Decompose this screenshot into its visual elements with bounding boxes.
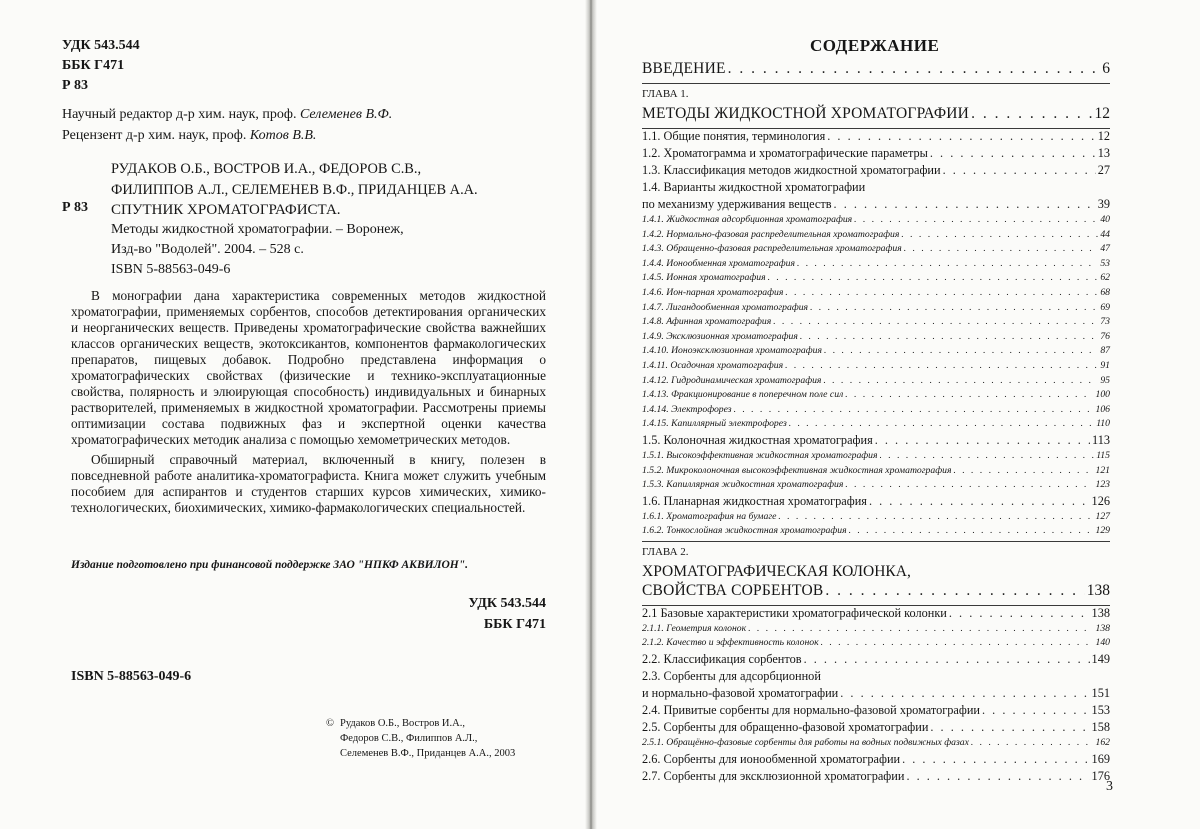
toc-entry-page: 76: [1100, 330, 1110, 342]
toc-entry-page: 138: [1095, 622, 1110, 634]
toc-row-subsection: [642, 418, 1110, 433]
toc-entry-page: 95: [1100, 374, 1110, 386]
toc-entry-page: 62: [1100, 272, 1110, 284]
toc-entry-page: 121: [1095, 464, 1110, 476]
toc-entry-title: 1.5.3. Капиллярная жидкостная хроматография: [642, 479, 844, 491]
toc-entry-title: и нормально-фазовой хроматографии: [642, 686, 839, 701]
toc-row-2-1: [642, 606, 1110, 623]
toc-entry-title: 1.4.12. Гидродинамическая хроматография: [642, 374, 822, 386]
toc-row-2-4: [642, 703, 1110, 720]
editor-line: [62, 104, 392, 125]
toc-entry-title: 1.4.10. Ионоэксклюзионная хроматография: [642, 345, 822, 357]
author-code-bold: Р 83: [62, 200, 89, 215]
toc-row-subsection: [642, 511, 1110, 526]
editor-name: Селеменев В.Ф.: [299, 107, 393, 122]
book-info: [111, 200, 404, 280]
bbk-code-bottom: ББК Г471: [483, 617, 546, 632]
toc-entry-page: 69: [1100, 301, 1110, 313]
toc-entry-title: 1.4.14. Электрофорез: [642, 403, 732, 415]
toc-entry-page: 115: [1096, 449, 1110, 461]
toc-entry-page: 27: [1097, 163, 1110, 177]
book-subtitle: Методы жидкостной хроматографии. – Воронеж,: [111, 222, 404, 237]
toc-row-subsection: [642, 623, 1110, 638]
toc-row-1-4-line1: 1.4. Варианты жидкостной хроматографии: [642, 180, 866, 194]
toc-row-section: [642, 146, 1110, 163]
toc-row-subsection: [642, 479, 1110, 494]
table-of-contents: [642, 60, 1110, 786]
toc-entry-page: 100: [1095, 389, 1110, 401]
copyright-line-2: Федоров С.В., Филиппов А.Л.,: [340, 733, 478, 744]
toc-entry-title: 2.1.2. Качество и эффективность колонок: [642, 637, 819, 649]
toc-entry-page: 169: [1091, 751, 1110, 766]
toc-entry-page: 140: [1095, 637, 1110, 649]
toc-entry-title: 1.4.4. Ионообменная хроматография: [642, 257, 795, 269]
editor-prefix: Научный редактор д-р хим. наук, проф.: [62, 107, 297, 122]
right-page: [594, 0, 1200, 829]
isbn: ISBN 5-88563-049-6: [111, 262, 231, 277]
toc-entry-page: 149: [1091, 652, 1110, 667]
toc-entry-title: 2.6. Сорбенты для ионообменной хроматографии: [642, 751, 901, 766]
toc-row-subsection: [642, 637, 1110, 652]
toc-entry-page: 6: [1102, 60, 1110, 77]
copyright-symbol: ©: [326, 718, 334, 729]
toc-entry-title: 1.4.2. Нормально-фазовая распределительная хроматография: [642, 228, 900, 240]
abstract-paragraph-2: Обширный справочный материал, включенный в книгу, полезен в повседневной работе аналитика-хроматографиста. Книга может служить учебным пособием для аспирантов и студентов старших курсов химических, химико-технологических, биохимических, химико-фармакологических специальностей.: [71, 452, 546, 515]
abstract: [71, 288, 546, 516]
reviewer-prefix: Рецензент д-р хим. наук, проф.: [62, 128, 247, 143]
chapter-2-line1: ХРОМАТОГРАФИЧЕСКАЯ КОЛОНКА,: [642, 562, 911, 580]
chapter-1-label: ГЛАВА 1.: [642, 88, 689, 100]
toc-row-subsection: [642, 243, 1110, 258]
toc-row-subsection: [642, 331, 1110, 346]
toc-entry-page: 87: [1100, 345, 1110, 357]
authors-line-1: РУДАКОВ О.Б., ВОСТРОВ И.А., ФЕДОРОВ С.В.,: [111, 161, 422, 177]
toc-entry-title: 1.4.11. Осадочная хроматография: [642, 359, 784, 371]
toc-entry-title: 1.4.5. Ионная хроматография: [642, 272, 766, 284]
editors-block: [62, 104, 392, 146]
toc-entry-title: 2.2. Классификация сорбентов: [642, 652, 802, 667]
toc-entry-title: 1.5.2. Микроколоночная высокоэффективная жидкостная хроматография: [642, 464, 952, 476]
funding-note: Издание подготовлено при финансовой поддержке ЗАО "НПКФ АКВИЛОН".: [71, 559, 468, 571]
toc-row-subsection: [642, 404, 1110, 419]
toc-row-2-3-line1: 2.3. Сорбенты для адсорбционной: [642, 669, 821, 684]
copyright-block: [326, 716, 516, 761]
author-code: Р 83: [62, 78, 89, 93]
toc-row-intro: [642, 60, 1110, 82]
toc-entry-page: 151: [1091, 686, 1110, 701]
toc-row-subsection: [642, 737, 1110, 752]
toc-row-2-7: [642, 769, 1110, 786]
reviewer-name: Котов В.В.: [249, 128, 317, 143]
toc-entry-title: 1.5.1. Высокоэффективная жидкостная хроматография: [642, 449, 878, 461]
toc-entry-title: 1.4.6. Ион-парная хроматография: [642, 286, 784, 298]
toc-row-1-4: [642, 197, 1110, 214]
classification-codes-bottom: [450, 593, 546, 635]
toc-row-subsection: [642, 258, 1110, 273]
toc-row-section: [642, 129, 1110, 146]
toc-row-subsection: [642, 287, 1110, 302]
toc-entry-title: 1.5. Колоночная жидкостная хроматография: [642, 432, 873, 447]
toc-row-chapter-1: [642, 105, 1110, 127]
toc-entry-page: 39: [1097, 197, 1110, 211]
toc-entry-title: 1.1. Общие понятия, терминология: [642, 129, 826, 143]
toc-entry-title: 1.4.9. Эксклюзионная хроматография: [642, 330, 798, 342]
toc-entry-title: 1.3. Классификация методов жидкостной хроматографии: [642, 163, 941, 177]
publisher: Изд-во "Водолей". 2004. – 528 с.: [111, 242, 304, 257]
toc-entry-page: 138: [1091, 605, 1110, 620]
isbn-bottom: ISBN 5-88563-049-6: [71, 669, 192, 684]
toc-entry-page: 176: [1091, 768, 1110, 783]
toc-row-2-3: [642, 686, 1110, 703]
toc-entry-title: 2.1 Базовые характеристики хроматографической колонки: [642, 605, 947, 620]
toc-row-subsection: [642, 389, 1110, 404]
toc-entry-title: 2.4. Привитые сорбенты для нормально-фазовой хроматографии: [642, 703, 981, 718]
chapter-2-label: ГЛАВА 2.: [642, 545, 689, 558]
toc-row-subsection: [642, 345, 1110, 360]
toc-entry-page: 44: [1100, 228, 1110, 240]
toc-entry-title: 2.1.1. Геометрия колонок: [642, 622, 747, 634]
toc-entry-page: 106: [1095, 403, 1110, 415]
toc-entry-title: по механизму удерживания веществ: [642, 197, 832, 211]
toc-entry-title: 1.4.3. Обращенно-фазовая распределительная хроматография: [642, 243, 902, 255]
toc-row-2-2: [642, 652, 1110, 669]
toc-entry-title: ВВЕДЕНИЕ: [642, 60, 726, 77]
toc-entry-title: 1.4.15. Капиллярный электрофорез: [642, 418, 787, 430]
toc-row-subsection: [642, 450, 1110, 465]
toc-row-1-5: [642, 433, 1110, 450]
toc-entry-page: 13: [1097, 146, 1110, 160]
toc-row-subsection: [642, 316, 1110, 331]
toc-entry-title: МЕТОДЫ ЖИДКОСТНОЙ ХРОМАТОГРАФИИ: [642, 105, 970, 122]
toc-row-subsection: [642, 360, 1110, 375]
toc-entry-title: 1.6.1. Хроматография на бумаге: [642, 510, 777, 522]
toc-entry-title: 1.4.7. Лигандообменная хроматография: [642, 301, 809, 313]
toc-row-subsection: [642, 465, 1110, 480]
classification-codes: [62, 36, 140, 96]
abstract-paragraph-1: В монографии дана характеристика современных методов жидкостной хроматографии, применяемых сорбентов, способов детектирования органических и неорганических веществ. Приведены хроматографические свойства важнейших классов органических веществ, экотоксикантов, компонентов фармакологических препаратов, пищевых добавок. Подробно представлена информация о хроматографических свойствах (физические и технико-эксплуатационные свойства, полярность и элюирующая способность) индивидуальных и бинарных растворителей, применяемых в жидкостной хроматографии. Рассмотрены приемы оптимизации состава подвижных фаз и экспертной оценки качества хроматографических методик анализа с помощью хемометрических методов.: [71, 288, 546, 447]
authors-block: [111, 159, 478, 201]
reviewer-line: [62, 125, 392, 146]
toc-row-subsection: [642, 214, 1110, 229]
toc-entry-page: 162: [1095, 737, 1110, 749]
toc-entry-page: 153: [1091, 703, 1110, 718]
book-title: СПУТНИК ХРОМАТОГРАФИСТА.: [111, 202, 341, 218]
udk-code-bottom: УДК 543.544: [468, 596, 546, 611]
toc-row-subsection: [642, 302, 1110, 317]
toc-entry-page: 40: [1100, 214, 1110, 225]
copyright-line-3: Селеменев В.Ф., Приданцев А.А., 2003: [340, 748, 516, 759]
toc-entry-page: 113: [1092, 432, 1110, 447]
toc-entry-page: 123: [1095, 479, 1110, 491]
toc-entry-title: 1.4.1. Жидкостная адсорбционная хроматография: [642, 214, 853, 225]
toc-entry-title: 2.5. Сорбенты для обращенно-фазовой хроматографии: [642, 720, 929, 735]
page-number: 3: [1106, 779, 1113, 794]
toc-entry-page: 138: [1086, 581, 1110, 599]
toc-title: СОДЕРЖАНИЕ: [810, 36, 940, 55]
toc-entry-title: 2.5.1. Обращённо-фазовые сорбенты для работы на водных подвижных фазах: [642, 737, 969, 749]
toc-entry-page: 91: [1100, 359, 1110, 371]
toc-row-2-6: [642, 752, 1110, 769]
toc-row-1-6: [642, 494, 1110, 511]
toc-row-section: [642, 163, 1110, 180]
toc-entry-title: СВОЙСТВА СОРБЕНТОВ: [642, 581, 824, 599]
toc-row-chapter-2: [642, 582, 1110, 604]
left-page: [0, 0, 587, 829]
toc-entry-page: 127: [1095, 510, 1110, 522]
toc-entry-title: 1.6.2. Тонкослойная жидкостная хроматография: [642, 525, 847, 537]
toc-row-subsection: [642, 375, 1110, 390]
toc-entry-page: 110: [1096, 418, 1110, 430]
toc-entry-title: 1.4.13. Фракционирование в поперечном поле сил: [642, 389, 844, 401]
toc-entry-title: 1.6. Планарная жидкостная хроматография: [642, 493, 867, 508]
toc-entry-title: 2.7. Сорбенты для эксклюзионной хроматографии: [642, 768, 905, 783]
toc-entry-page: 129: [1095, 525, 1110, 537]
toc-entry-page: 47: [1100, 243, 1110, 255]
toc-row-subsection: [642, 272, 1110, 287]
toc-entry-page: 158: [1091, 720, 1110, 735]
copyright-line-1: Рудаков О.Б., Востров И.А.,: [340, 718, 465, 729]
toc-entry-page: 12: [1097, 129, 1110, 143]
bbk-code: ББК Г471: [62, 58, 125, 73]
toc-entry-page: 53: [1100, 257, 1110, 269]
toc-entry-title: 1.2. Хроматограмма и хроматографические параметры: [642, 146, 928, 160]
toc-entry-page: 73: [1100, 316, 1110, 328]
toc-row-subsection: [642, 525, 1110, 540]
toc-entry-page: 68: [1100, 286, 1110, 298]
udk-code: УДК 543.544: [62, 38, 140, 53]
toc-entry-title: 1.4.8. Афинная хроматография: [642, 316, 772, 328]
toc-entry-page: 126: [1091, 493, 1110, 508]
toc-row-subsection: [642, 229, 1110, 244]
toc-entry-page: 12: [1094, 105, 1110, 122]
authors-line-2: ФИЛИППОВ А.Л., СЕЛЕМЕНЕВ В.Ф., ПРИДАНЦЕВ А.А.: [111, 182, 478, 198]
toc-row-2-5: [642, 720, 1110, 737]
